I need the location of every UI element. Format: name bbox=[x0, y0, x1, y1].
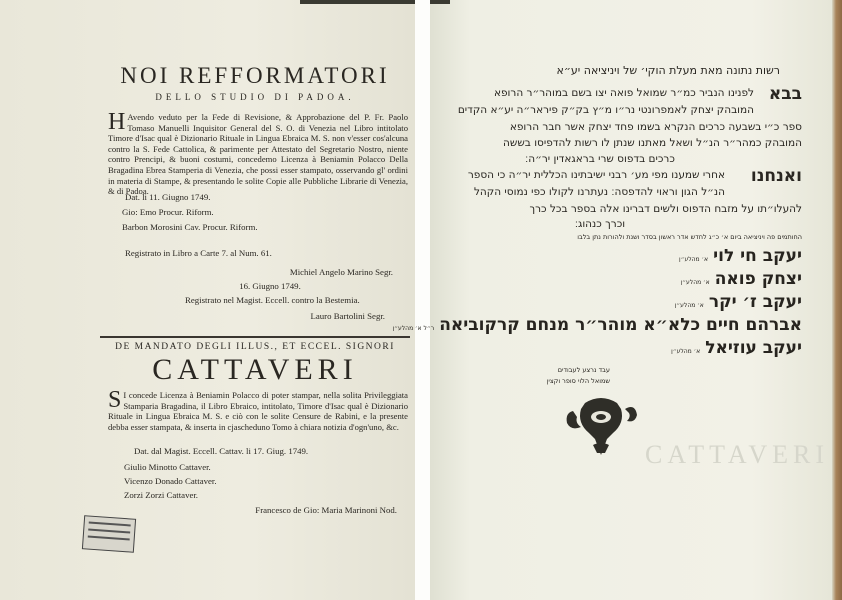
hebrew-line: וכרך כנהוג׃ bbox=[574, 218, 626, 230]
scan-shadow bbox=[300, 0, 415, 4]
signatory-title: א׳ מהלע״ן bbox=[678, 256, 709, 263]
gutter bbox=[415, 0, 430, 600]
drop-cap: S bbox=[108, 387, 122, 413]
approval-text: Avendo veduto per la Fede di Revisione, & Approbazione del P. Fr. Paolo Tomaso Manuelli Inquisitor General del S. O. di Venezia nel Libro intitolato Timore d'Isac qual è Dizionario Rituale in Lingua Ebraica M. S. non v'esser cos'alcuna contro la S. Fede Cattolica, & parimente per Attestato del Segretario Nostro, niente contro Prencipi, & buoni costumi, concedemo Licenza à Beniamin Polacco Della Bragadina Ebrea Stamperia di Venezia, che possi esser stampato, osservando gl' ordini in materia di Stampe, & presentando le solite Copie alle Pubbliche Librarie di Venezia, & di Padoa. bbox=[108, 112, 408, 197]
hebrew-line: המובהק כמהר״ר הנ״ל ושאל מאתנו שנתן לו רשות להדפיסו בששה bbox=[503, 137, 802, 149]
page-edges bbox=[832, 0, 842, 600]
printer-ornament-icon bbox=[563, 393, 639, 463]
signatory-name: יעקב עוזיאל bbox=[705, 338, 802, 358]
left-page bbox=[0, 0, 415, 600]
bleed-through-text: CATTAVERI bbox=[645, 440, 830, 469]
signer: Zorzi Zorzi Cattaver. bbox=[124, 490, 199, 500]
approval-paragraph bbox=[108, 109, 408, 197]
signer: Vicenzo Donado Cattaver. bbox=[124, 476, 217, 486]
hebrew-line: כרכים בדפוס שרי בראגאדין יר״ה׃ bbox=[525, 153, 675, 165]
signer: Giulio Minotto Cattaver. bbox=[124, 462, 211, 472]
lead-word: בבא bbox=[768, 84, 802, 104]
scribe-line: עבד נרצע לעבודים bbox=[557, 366, 610, 374]
signatory-title: א׳ מהלע״ן bbox=[674, 302, 704, 309]
notary: Francesco de Gio: Maria Marinoni Nod. bbox=[255, 505, 397, 515]
hebrew-line: אחרי שמענו מפי מע׳ רבני ישיבתינו הכללית יר״ה כי הספר bbox=[467, 169, 725, 181]
license-paragraph bbox=[108, 387, 408, 432]
hebrew-line: המובהק יצחק לאמפרונטי נר״ו מ״ץ בק״ק פיראר״ה יע״א הקדים bbox=[457, 104, 754, 116]
signer: Barbon Morosini Cav. Procur. Riform. bbox=[122, 222, 258, 232]
divider bbox=[100, 336, 410, 338]
scribe-line: שמואל הלוי סופר וקצין bbox=[546, 377, 610, 385]
hebrew-line: הנ״ל הגון וראוי להדפסה׃ נעתרנו לקולו כפי נמוסי הקהל bbox=[473, 186, 725, 198]
signatory bbox=[392, 315, 802, 335]
signer: Gio: Emo Procur. Riform. bbox=[122, 207, 214, 217]
signatory bbox=[470, 292, 802, 312]
hebrew-header: רשות נתונה מאת מעלת הוקי׳ של ויניציאה יע״א bbox=[556, 64, 780, 77]
signatory-title: א׳ מהלע״ן bbox=[671, 348, 701, 355]
signing-line: החותמים פה ויניציאה ביום א׳ כ״ג לחדש אדר ראשון בסדר ושנת ולהורות נתן בלבו bbox=[577, 233, 802, 241]
secretary-2: Lauro Bartolini Segr. bbox=[310, 311, 385, 321]
hebrew-line: להעלו״תו על מזבח הדפוס ולשים דברינו אלה בספר בכל כרך bbox=[529, 203, 802, 215]
date-1: Dat. li 11. Giugno 1749. bbox=[125, 192, 211, 202]
signatory-title: א׳ מהלע״ן bbox=[680, 279, 710, 286]
signatory bbox=[470, 246, 802, 266]
signatory-title: ר״ל א׳ מהלע״ן bbox=[392, 325, 435, 332]
hebrew-line: ספר כ״י בשבעה כרכים הנקרא בשמו פחד יצחק אשר חבר הרופא bbox=[509, 121, 802, 133]
subtitle: DELLO STUDIO DI PADOA. bbox=[155, 92, 355, 102]
signatory-name: יעקב חי לוי bbox=[713, 246, 802, 266]
drop-cap: H bbox=[108, 109, 126, 135]
signatory-name: יצחק פואה bbox=[714, 269, 802, 289]
registration-2: Registrato nel Magist. Eccell. contro la Bestemia. bbox=[185, 295, 360, 305]
secretary-1: Michiel Angelo Marino Segr. bbox=[289, 267, 393, 277]
date-3: Dat. dal Magist. Eccell. Cattav. li 17. Giug. 1749. bbox=[134, 446, 309, 456]
library-stamp bbox=[82, 515, 136, 553]
signatory-name: אברהם חיים כלא״א מוהר״ר מנחם קרקוביאה bbox=[439, 315, 802, 335]
lead-word: ואנחנו bbox=[750, 166, 802, 186]
signatory-name: יעקב ז׳ יקר bbox=[708, 292, 802, 312]
page-title: NOI REFFORMATORI bbox=[120, 63, 390, 88]
hebrew-line: לפנינו הנביר כמ״ר שמואל פואה יצו בשם במוהר״ר הרופא bbox=[493, 87, 754, 99]
mandate-heading: DE MANDATO DEGLI ILLUS., ET ECCEL. SIGNORI bbox=[115, 342, 395, 352]
signatory bbox=[470, 269, 802, 289]
mandate-title: CATTAVERI bbox=[152, 353, 358, 386]
date-2: 16. Giugno 1749. bbox=[239, 281, 301, 291]
scan-shadow bbox=[430, 0, 450, 4]
registration-1: Registrato in Libro a Carte 7. al Num. 61. bbox=[125, 248, 272, 258]
signatory bbox=[470, 338, 802, 358]
license-text: I concede Licenza à Beniamin Polacco di poter stampar, nella solita Privileggiata Stamparia Bragadina, il Libro Ebraico, intitolato, Timore d'Isac qual è Dizionario Rituale in Lingua Ebraica M. S. e ciò con le solite Censure de Rabini, e la presente debba esser stampata, & inserta in cjascheduno Tomo à chiara notizia d'ogn'uno, &c. bbox=[108, 390, 408, 432]
